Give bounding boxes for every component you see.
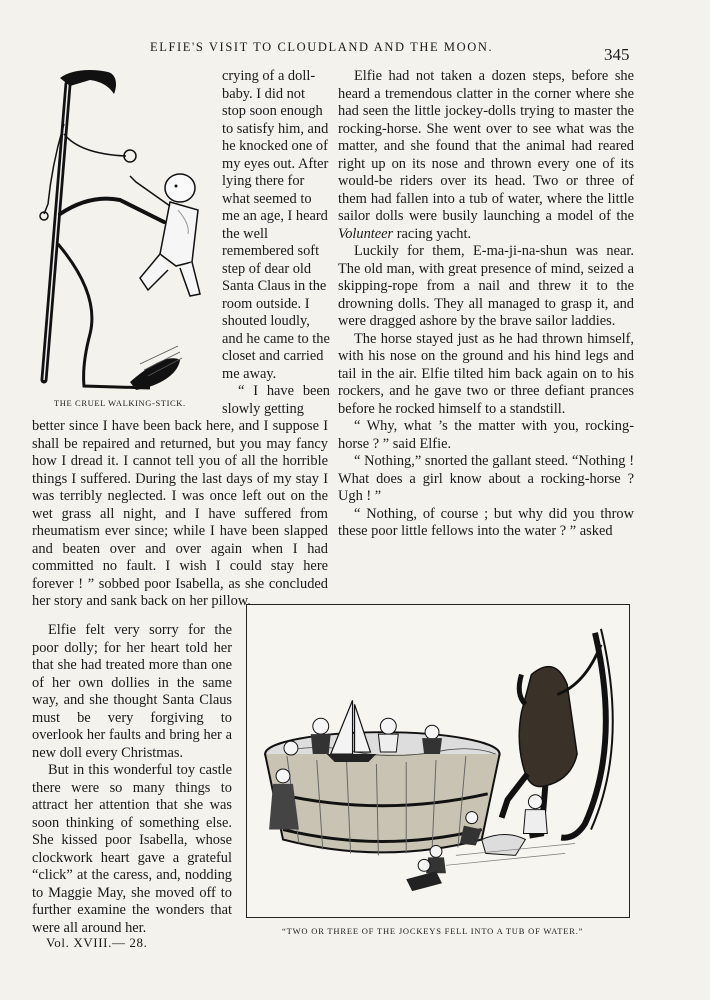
cane-illustration-caption: THE CRUEL WALKING-STICK. (54, 398, 186, 408)
paragraph: “ I have been slowly getting (222, 383, 330, 417)
paragraph-text: racing yacht. (393, 225, 472, 242)
column-2 (338, 68, 634, 541)
paragraph: Luckily for them, E-ma-ji-na-shun was near. The old man, with great presence of mind, seized a skipping-rope from a nail and threw it to the drowning dolls. They all managed to grasp it, and were dragged ashore by the brave sailor laddies. (338, 243, 634, 329)
paragraph: “ Nothing, of course ; but why did you throw these poor little fellows into the water ? ” asked (338, 505, 634, 539)
cruel-walking-stick-illustration (30, 64, 216, 404)
paragraph: But in this wonderful toy castle there were so many things to attract her attention that she was soon thinking of something else. She kissed poor Isabella, whose clockwork heart gave a grateful “click” at the caress, and, nodding to Maggie May, she moved off to further examine the wonders that were all around her. (32, 762, 232, 936)
column-1-bottom (32, 622, 232, 937)
column-1-continued (32, 418, 328, 611)
yacht-name: Volunteer (338, 225, 394, 242)
paragraph: better since I have been back here, and I suppose I shall be repaired and returned, but you may fancy how I dread it. I cannot tell you of all the horrible things I suffered. During the last days of my stay I was terribly neglected. I was once left out on the wet grass all night, and I have suffered from rheumatism ever since; while I have been slapped and beaten over and over again when I had committed no fault. I wish I could stay here forever ! ” sobbed poor Isabella, as she concluded her story and sank back on her pillow. (32, 418, 328, 609)
running-head: ELFIE'S VISIT TO CLOUDLAND AND THE MOON. (150, 40, 494, 54)
page-number: 345 (604, 45, 630, 64)
paragraph: Elfie felt very sorry for the poor dolly; for her heart told her that she had treated more than one of her own dollies in the same way, and she thought Santa Claus must be very forgiving to overlook her faults and bring her a new doll every Christmas. (32, 622, 232, 761)
paragraph: “ Why, what ’s the matter with you, rocking-horse ? ” said Elfie. (338, 418, 634, 452)
paragraph: The horse stayed just as he had thrown himself, with his nose on the ground and his hind legs and tail in the air. Elfie tilted him back again on to his rockers, and he gave two or three defiant prances before he rocked himself to a standstill. (338, 330, 634, 417)
paragraph-text: Elfie had not taken a dozen steps, before she heard a tremendous clatter in the corner where she had seen the little jockey-dolls trying to master the rocking-horse. She went over to see what was the matter, and she found that the animal had reared right up on its nose and thrown every one of its would-be riders over its head. Two or three of them had fallen into a tub of water, where the little sailor dolls were busily launching a model of the (338, 68, 634, 224)
tub-illustration-caption: “TWO OR THREE OF THE JOCKEYS FELL INTO A TUB OF WATER.” (282, 926, 584, 936)
tub-of-water-illustration (246, 604, 630, 918)
paragraph: crying of a doll-baby. I did not stop soon enough to satisfy him, and he knocked one of my eyes out. After lying there for what seemed to me an age, I heard the well remembered soft step of dear old Santa Claus in the room outside. I shouted loudly, and he came to the closet and carried me away. (222, 68, 330, 382)
volume-footer: Vol. XVIII.— 28. (46, 935, 148, 950)
paragraph (338, 68, 634, 243)
column-1-top (222, 68, 330, 418)
paragraph: “ Nothing,” snorted the gallant steed. “Nothing ! What does a girl know about a rocking-horse ? Ugh ! ” (338, 453, 634, 504)
